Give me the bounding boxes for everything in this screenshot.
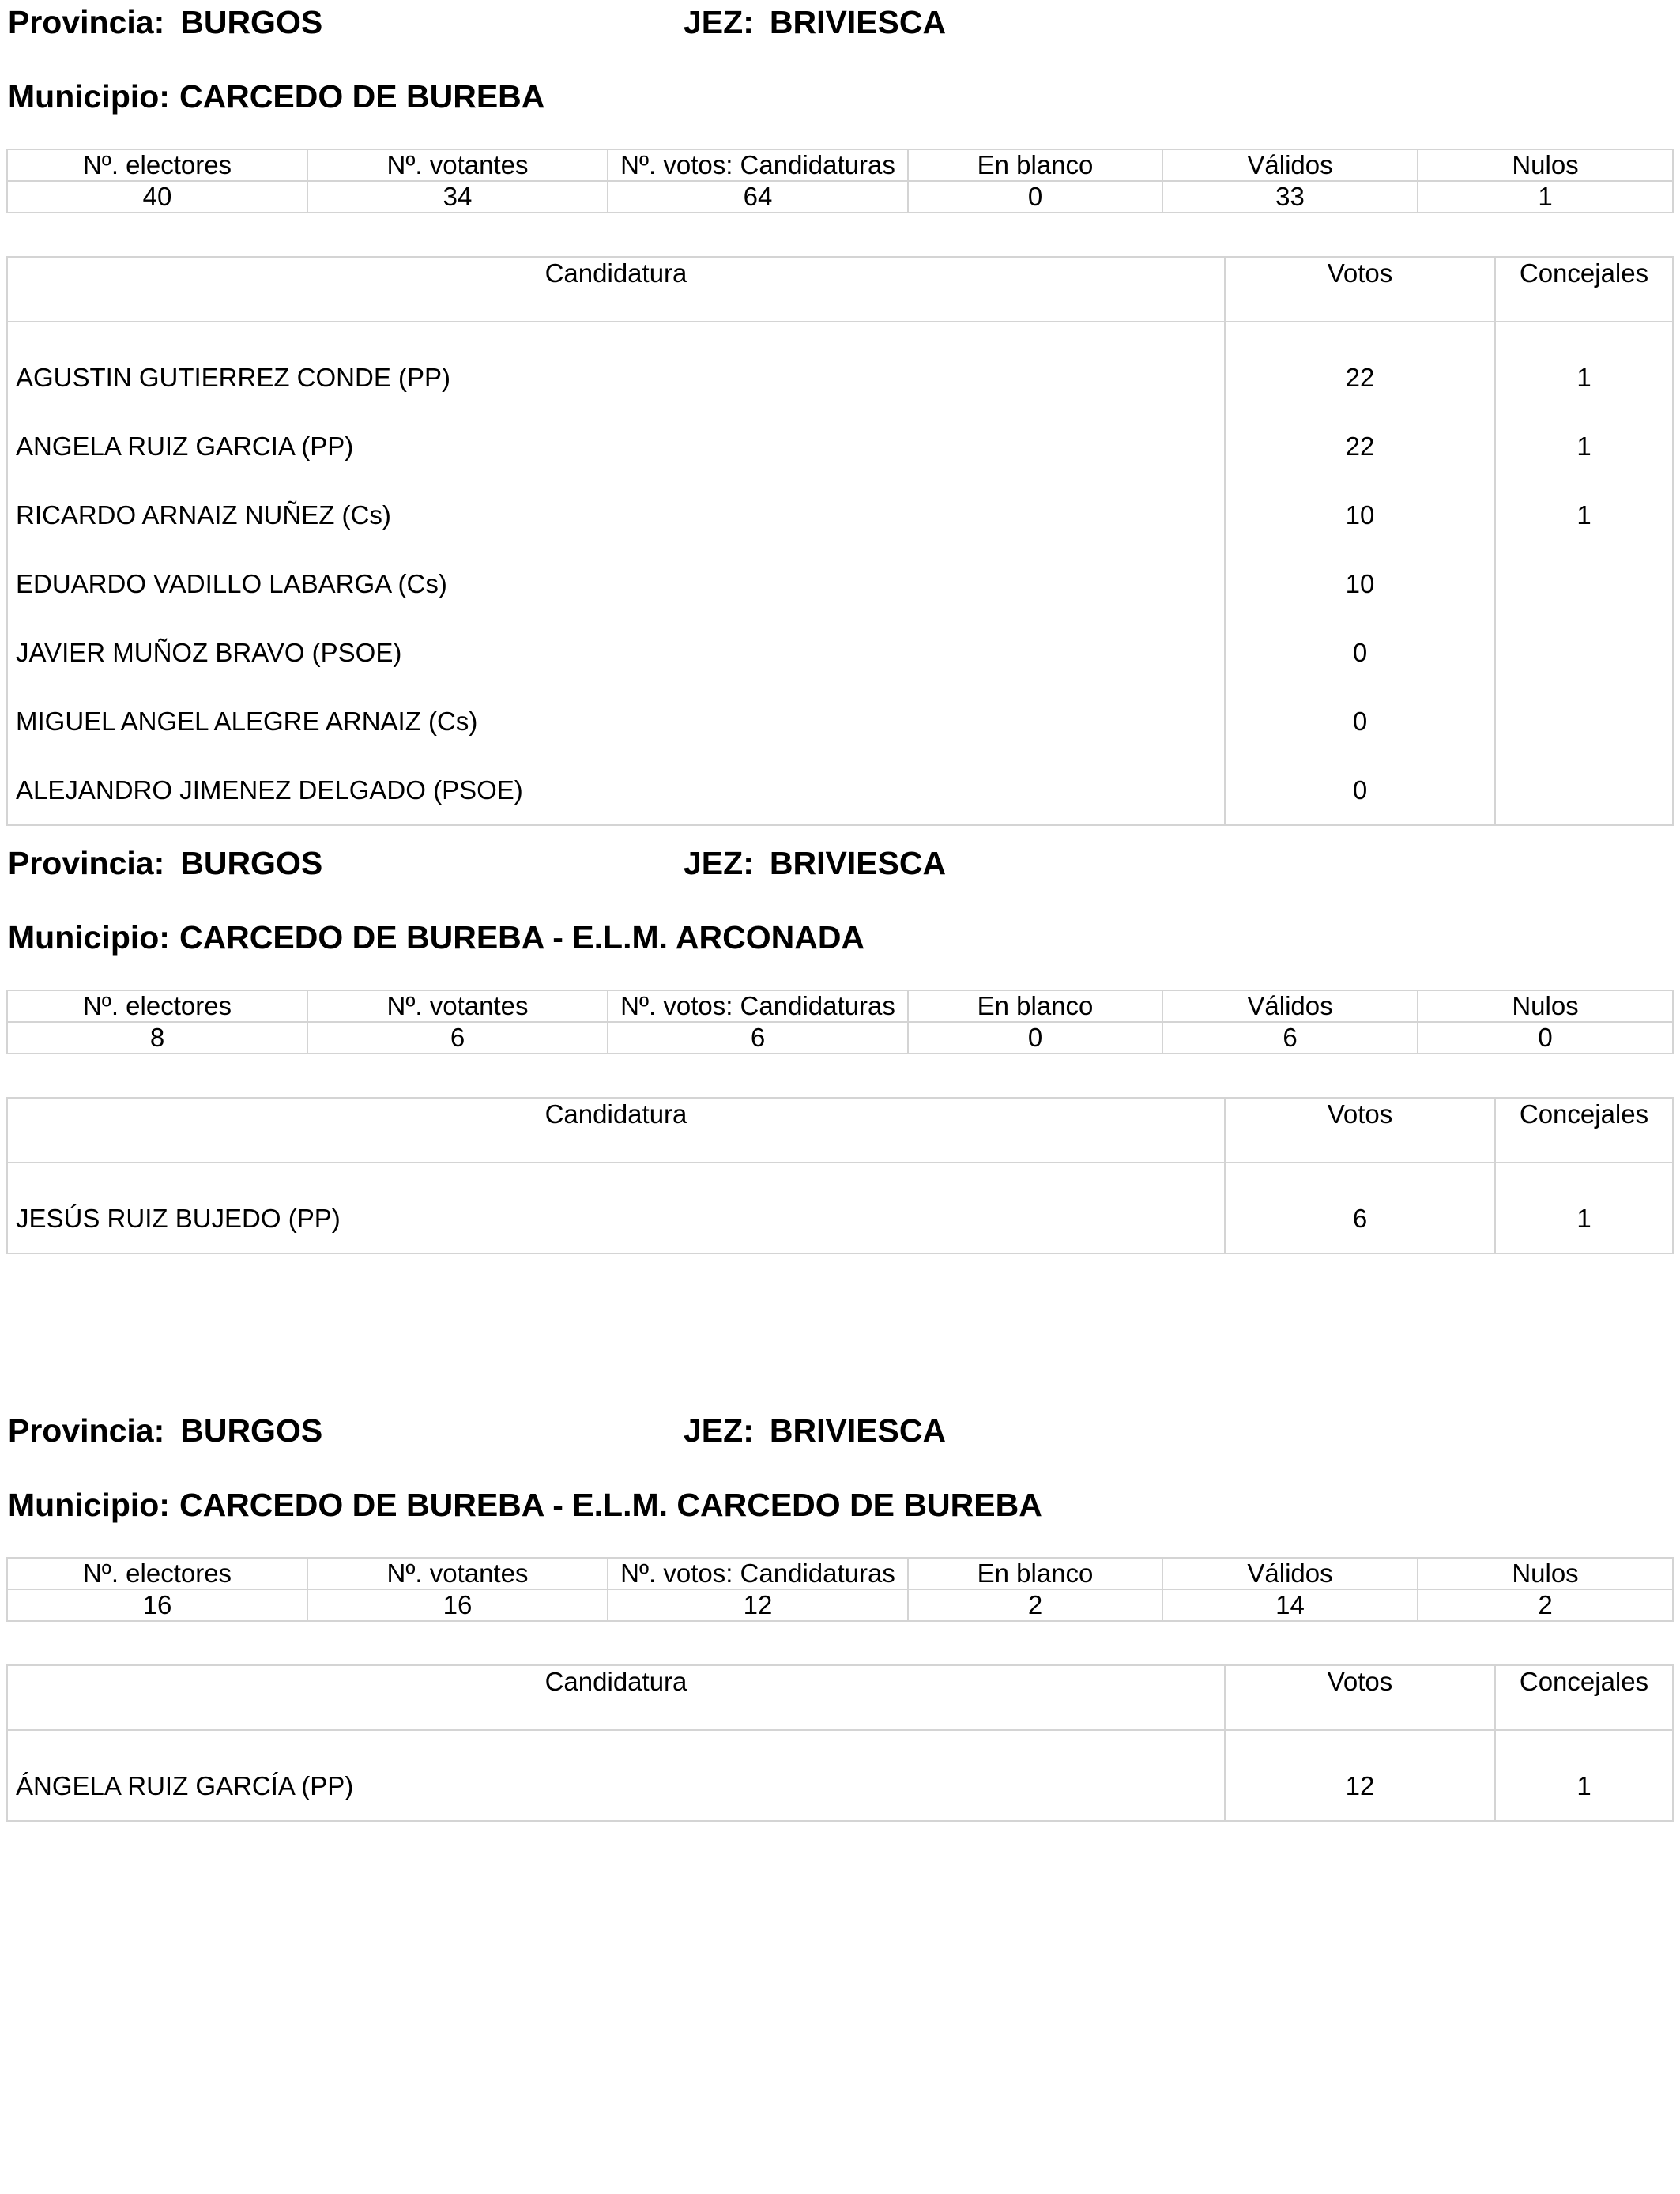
stats-header-electores: Nº. electores bbox=[7, 149, 307, 181]
candidate-votos: 0 bbox=[1225, 618, 1495, 687]
jez-header: JEZ: BRIVIESCA bbox=[684, 4, 947, 40]
stats-value-validos: 14 bbox=[1162, 1589, 1418, 1621]
stats-value-en-blanco: 2 bbox=[908, 1589, 1162, 1621]
stats-header-row bbox=[7, 990, 1673, 1022]
stats-header-nulos: Nulos bbox=[1418, 149, 1673, 181]
municipio-header: Municipio: CARCEDO DE BUREBA - E.L.M. CARCEDO DE BUREBA bbox=[8, 1487, 1042, 1523]
provincia-header: Provincia: BURGOS bbox=[8, 845, 323, 881]
candidates-header-row bbox=[7, 257, 1673, 322]
stats-header-en-blanco: En blanco bbox=[908, 1558, 1162, 1589]
candidate-row bbox=[7, 1163, 1673, 1253]
candidate-votos: 0 bbox=[1225, 687, 1495, 756]
candidate-concejales bbox=[1495, 687, 1673, 756]
stats-header-en-blanco: En blanco bbox=[908, 990, 1162, 1022]
header-concejales: Concejales bbox=[1495, 257, 1673, 322]
candidates-header-row bbox=[7, 1665, 1673, 1730]
stats-header-row bbox=[7, 149, 1673, 181]
stats-header-electores: Nº. electores bbox=[7, 1558, 307, 1589]
candidate-name: AGUSTIN GUTIERREZ CONDE (PP) bbox=[7, 322, 1225, 412]
candidate-name: ÁNGELA RUIZ GARCÍA (PP) bbox=[7, 1730, 1225, 1821]
candidates-header-row bbox=[7, 1098, 1673, 1163]
stats-value-votos-candidaturas: 6 bbox=[608, 1022, 908, 1054]
stats-header-validos: Válidos bbox=[1162, 149, 1418, 181]
candidate-votos: 12 bbox=[1225, 1730, 1495, 1821]
stats-value-votantes: 34 bbox=[307, 181, 608, 213]
header-votos: Votos bbox=[1225, 257, 1495, 322]
stats-value-row bbox=[7, 181, 1673, 213]
candidates-table bbox=[6, 256, 1674, 826]
candidate-concejales: 1 bbox=[1495, 1163, 1673, 1253]
stats-header-votos-candidaturas: Nº. votos: Candidaturas bbox=[608, 149, 908, 181]
header-candidatura: Candidatura bbox=[7, 1098, 1225, 1163]
candidate-votos: 0 bbox=[1225, 756, 1495, 825]
header-concejales: Concejales bbox=[1495, 1098, 1673, 1163]
stats-header-row bbox=[7, 1558, 1673, 1589]
municipio-header: Municipio: CARCEDO DE BUREBA - E.L.M. ARCONADA bbox=[8, 919, 865, 956]
stats-header-validos: Válidos bbox=[1162, 990, 1418, 1022]
candidate-concejales: 1 bbox=[1495, 481, 1673, 549]
candidate-row bbox=[7, 687, 1673, 756]
candidate-row bbox=[7, 618, 1673, 687]
stats-value-votantes: 16 bbox=[307, 1589, 608, 1621]
stats-header-electores: Nº. electores bbox=[7, 990, 307, 1022]
stats-header-en-blanco: En blanco bbox=[908, 149, 1162, 181]
stats-table bbox=[6, 1557, 1674, 1622]
stats-value-votantes: 6 bbox=[307, 1022, 608, 1054]
stats-value-row bbox=[7, 1022, 1673, 1054]
candidate-concejales: 1 bbox=[1495, 1730, 1673, 1821]
stats-value-electores: 40 bbox=[7, 181, 307, 213]
stats-value-electores: 8 bbox=[7, 1022, 307, 1054]
provincia-header: Provincia: BURGOS bbox=[8, 1412, 323, 1449]
stats-header-validos: Válidos bbox=[1162, 1558, 1418, 1589]
provincia-header: Provincia: BURGOS bbox=[8, 4, 323, 40]
header-concejales: Concejales bbox=[1495, 1665, 1673, 1730]
candidate-name: ALEJANDRO JIMENEZ DELGADO (PSOE) bbox=[7, 756, 1225, 825]
header-candidatura: Candidatura bbox=[7, 1665, 1225, 1730]
stats-value-votos-candidaturas: 12 bbox=[608, 1589, 908, 1621]
candidate-votos: 22 bbox=[1225, 322, 1495, 412]
candidate-name: ANGELA RUIZ GARCIA (PP) bbox=[7, 412, 1225, 481]
candidate-row bbox=[7, 412, 1673, 481]
candidate-row bbox=[7, 756, 1673, 825]
stats-header-votantes: Nº. votantes bbox=[307, 990, 608, 1022]
candidate-name: JESÚS RUIZ BUJEDO (PP) bbox=[7, 1163, 1225, 1253]
candidate-votos: 22 bbox=[1225, 412, 1495, 481]
stats-value-nulos: 2 bbox=[1418, 1589, 1673, 1621]
stats-header-votantes: Nº. votantes bbox=[307, 149, 608, 181]
stats-value-nulos: 1 bbox=[1418, 181, 1673, 213]
stats-table bbox=[6, 990, 1674, 1054]
stats-header-votos-candidaturas: Nº. votos: Candidaturas bbox=[608, 990, 908, 1022]
stats-value-validos: 33 bbox=[1162, 181, 1418, 213]
candidate-name: EDUARDO VADILLO LABARGA (Cs) bbox=[7, 549, 1225, 618]
candidate-row bbox=[7, 481, 1673, 549]
stats-header-nulos: Nulos bbox=[1418, 990, 1673, 1022]
jez-header: JEZ: BRIVIESCA bbox=[684, 845, 947, 881]
candidate-row bbox=[7, 549, 1673, 618]
stats-value-en-blanco: 0 bbox=[908, 181, 1162, 213]
stats-header-votos-candidaturas: Nº. votos: Candidaturas bbox=[608, 1558, 908, 1589]
candidates-table bbox=[6, 1664, 1674, 1822]
candidate-votos: 10 bbox=[1225, 549, 1495, 618]
stats-value-electores: 16 bbox=[7, 1589, 307, 1621]
header-votos: Votos bbox=[1225, 1098, 1495, 1163]
candidate-row bbox=[7, 1730, 1673, 1821]
candidate-votos: 6 bbox=[1225, 1163, 1495, 1253]
candidate-name: JAVIER MUÑOZ BRAVO (PSOE) bbox=[7, 618, 1225, 687]
header-votos: Votos bbox=[1225, 1665, 1495, 1730]
stats-value-en-blanco: 0 bbox=[908, 1022, 1162, 1054]
jez-header: JEZ: BRIVIESCA bbox=[684, 1412, 947, 1449]
municipio-header: Municipio: CARCEDO DE BUREBA bbox=[8, 78, 545, 115]
stats-header-nulos: Nulos bbox=[1418, 1558, 1673, 1589]
stats-header-votantes: Nº. votantes bbox=[307, 1558, 608, 1589]
candidate-concejales bbox=[1495, 756, 1673, 825]
stats-value-row bbox=[7, 1589, 1673, 1621]
stats-value-nulos: 0 bbox=[1418, 1022, 1673, 1054]
candidate-name: RICARDO ARNAIZ NUÑEZ (Cs) bbox=[7, 481, 1225, 549]
candidate-concejales bbox=[1495, 549, 1673, 618]
candidate-name: MIGUEL ANGEL ALEGRE ARNAIZ (Cs) bbox=[7, 687, 1225, 756]
stats-value-validos: 6 bbox=[1162, 1022, 1418, 1054]
header-candidatura: Candidatura bbox=[7, 257, 1225, 322]
stats-value-votos-candidaturas: 64 bbox=[608, 181, 908, 213]
candidate-concejales: 1 bbox=[1495, 412, 1673, 481]
candidate-concejales: 1 bbox=[1495, 322, 1673, 412]
candidates-table bbox=[6, 1097, 1674, 1254]
stats-table bbox=[6, 149, 1674, 213]
candidate-row bbox=[7, 322, 1673, 412]
candidate-votos: 10 bbox=[1225, 481, 1495, 549]
candidate-concejales bbox=[1495, 618, 1673, 687]
